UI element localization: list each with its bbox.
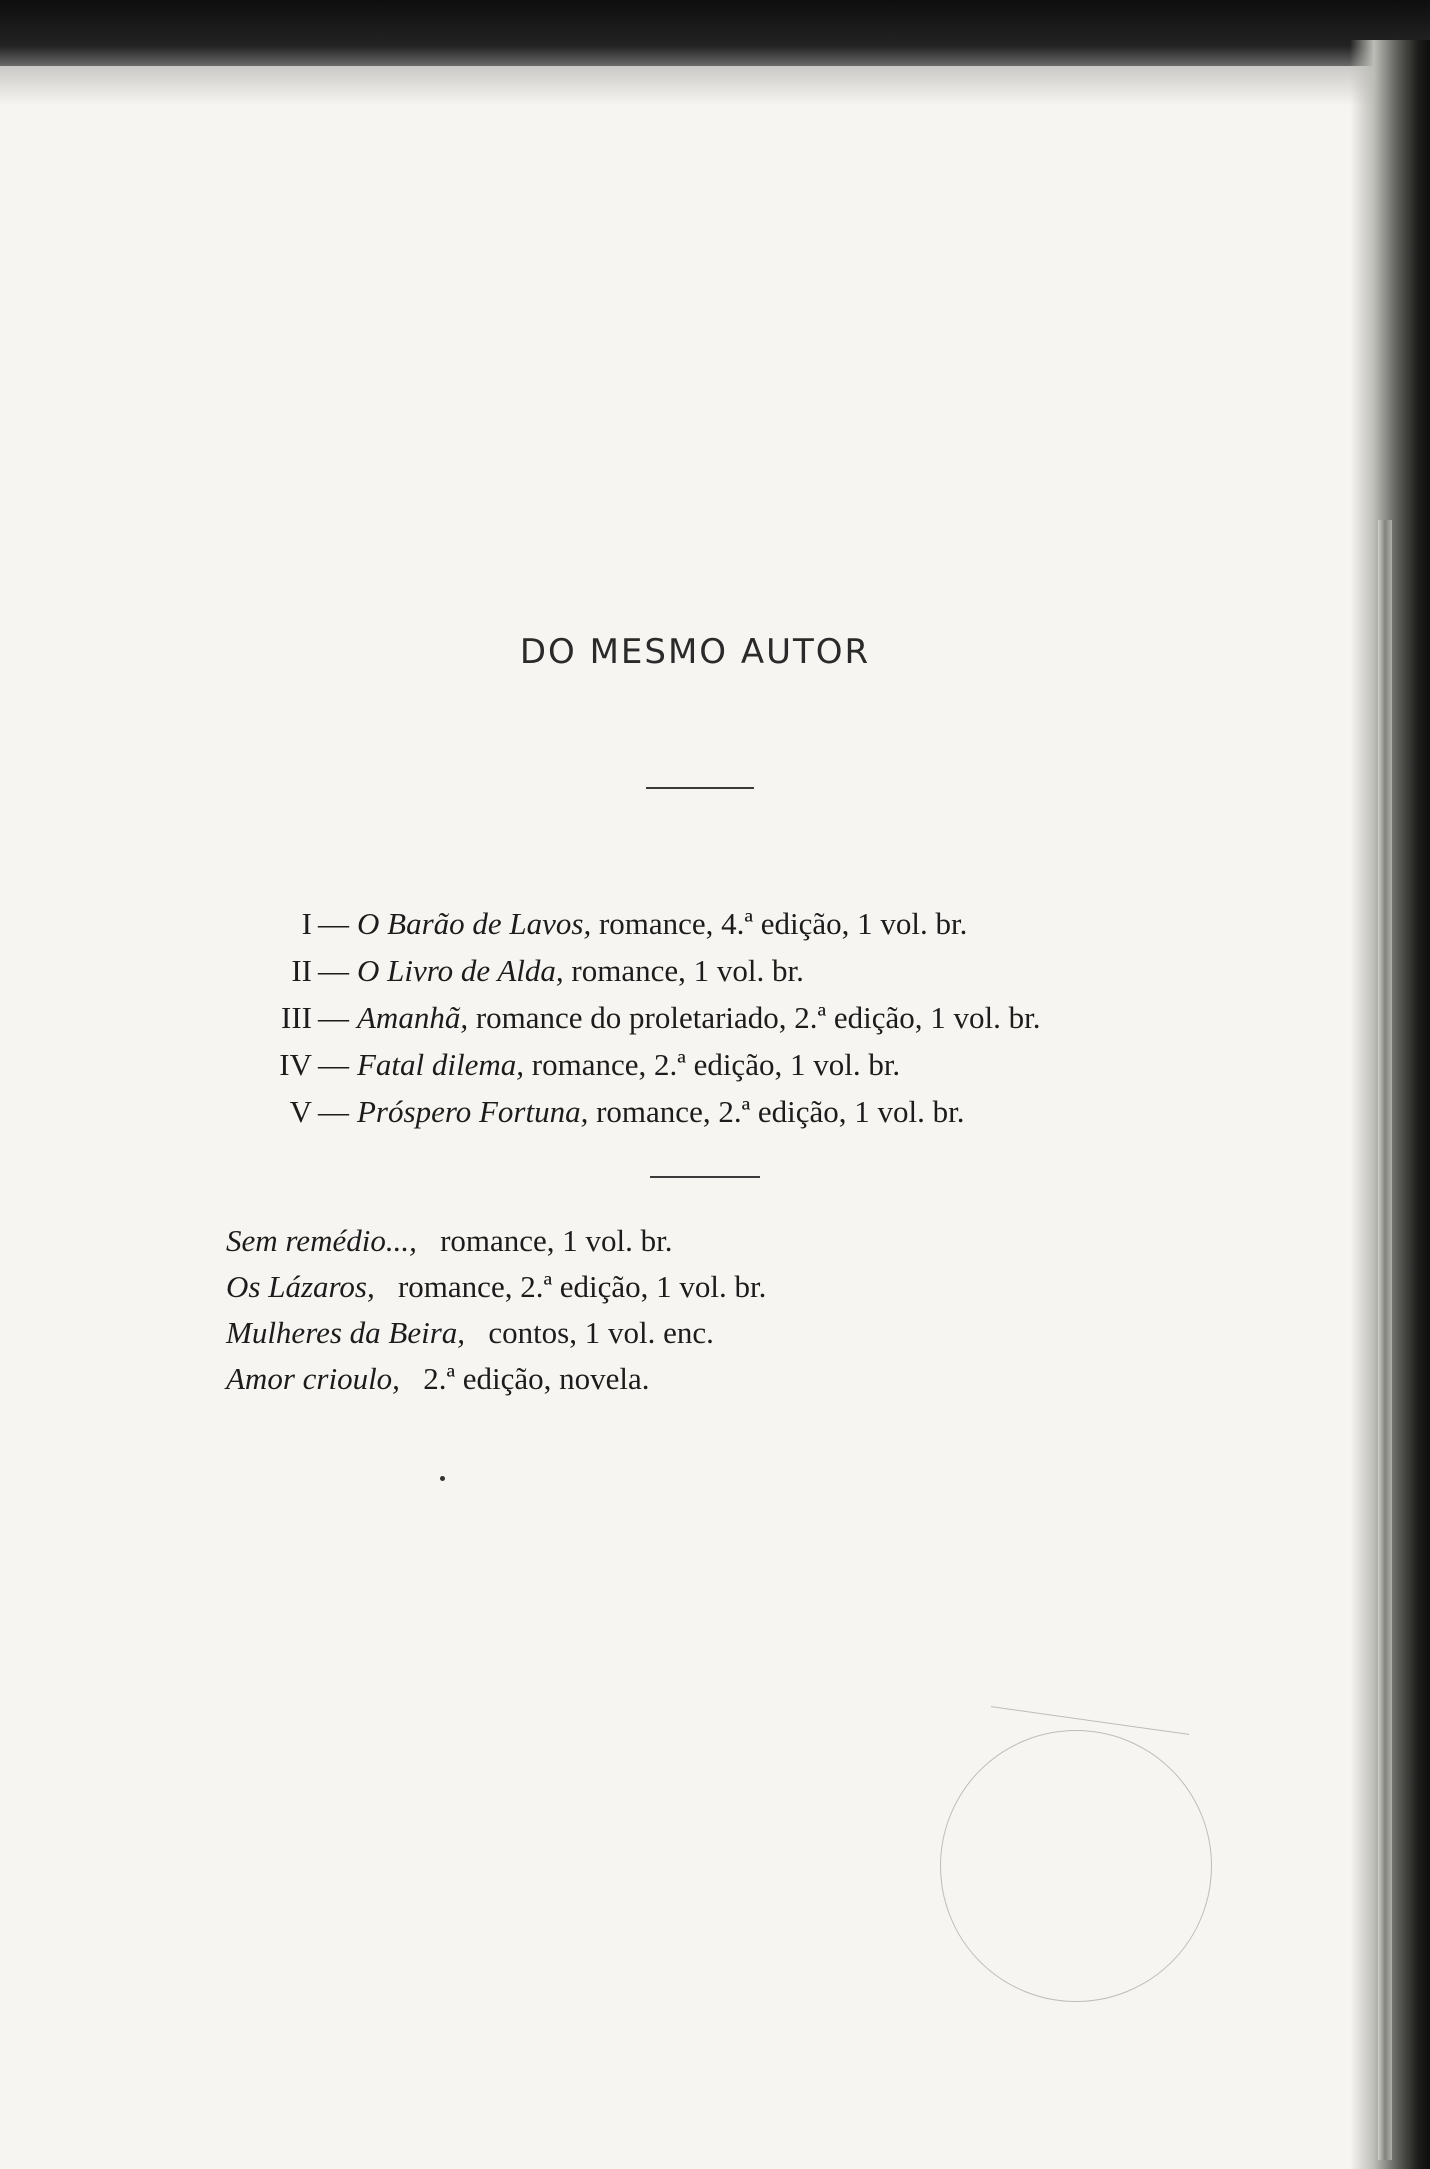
entry-details: 2.ª edição, novela. [423,1361,650,1396]
entry-number: V [289,1094,312,1129]
entry-title: O Livro de Alda, [357,953,564,988]
entry-details: romance, 1 vol. br. [440,1223,673,1258]
entry-title: Amor crioulo, [226,1361,400,1396]
entry-details: romance, 2.ª edição, 1 vol. br. [397,1269,767,1304]
list-item [226,1310,1226,1356]
entry-details: romance, 4.ª edição, 1 vol. br. [598,906,968,941]
entry-title: Amanhã, [357,1000,469,1035]
entry-details: romance, 1 vol. br. [571,953,804,988]
list-item [226,1218,1226,1264]
list-item [226,1088,1226,1135]
entry-details: contos, 1 vol. enc. [488,1315,714,1350]
entry-title: Sem remédio..., [226,1223,417,1258]
other-works-list [226,1218,1226,1402]
page-heading: DO MESMO AUTOR [519,632,871,672]
list-item [226,1264,1226,1310]
entry-title: Próspero Fortuna, [357,1094,589,1129]
entry-details: romance, 2.ª edição, 1 vol. br. [596,1094,965,1129]
entry-number: II [291,953,312,988]
entry-dash: — [318,1000,349,1035]
entry-details: romance, 2.ª edição, 1 vol. br. [531,1047,901,1082]
entry-dash: — [318,953,349,988]
entry-dash: — [318,1094,349,1129]
ink-speck [440,1476,445,1481]
scan-top-shadow [0,0,1430,66]
separator-rule-top [646,787,754,789]
list-item [226,1356,1226,1402]
list-item [226,1041,1226,1088]
list-item [226,994,1226,1041]
entry-title: Fatal dilema, [357,1047,525,1082]
entry-number: I [301,906,312,941]
scan-binding-edge-highlight [1378,520,1392,2160]
entry-title: Mulheres da Beira, [226,1315,466,1350]
entry-title: O Barão de Lavos, [357,906,592,941]
entry-details: romance do proletariado, 2.ª edição, 1 vol. br. [475,1000,1041,1035]
entry-dash: — [318,906,349,941]
entry-number: IV [279,1047,312,1082]
numbered-works-list [226,900,1226,1135]
separator-rule-middle [650,1176,760,1178]
entry-number: III [281,1000,312,1035]
entry-dash: — [318,1047,349,1082]
entry-title: Os Lázaros, [226,1269,375,1304]
list-item [226,947,1226,994]
faint-circular-stamp [940,1730,1212,2002]
list-item [226,900,1226,947]
scan-top-shadow-fade [0,66,1430,106]
